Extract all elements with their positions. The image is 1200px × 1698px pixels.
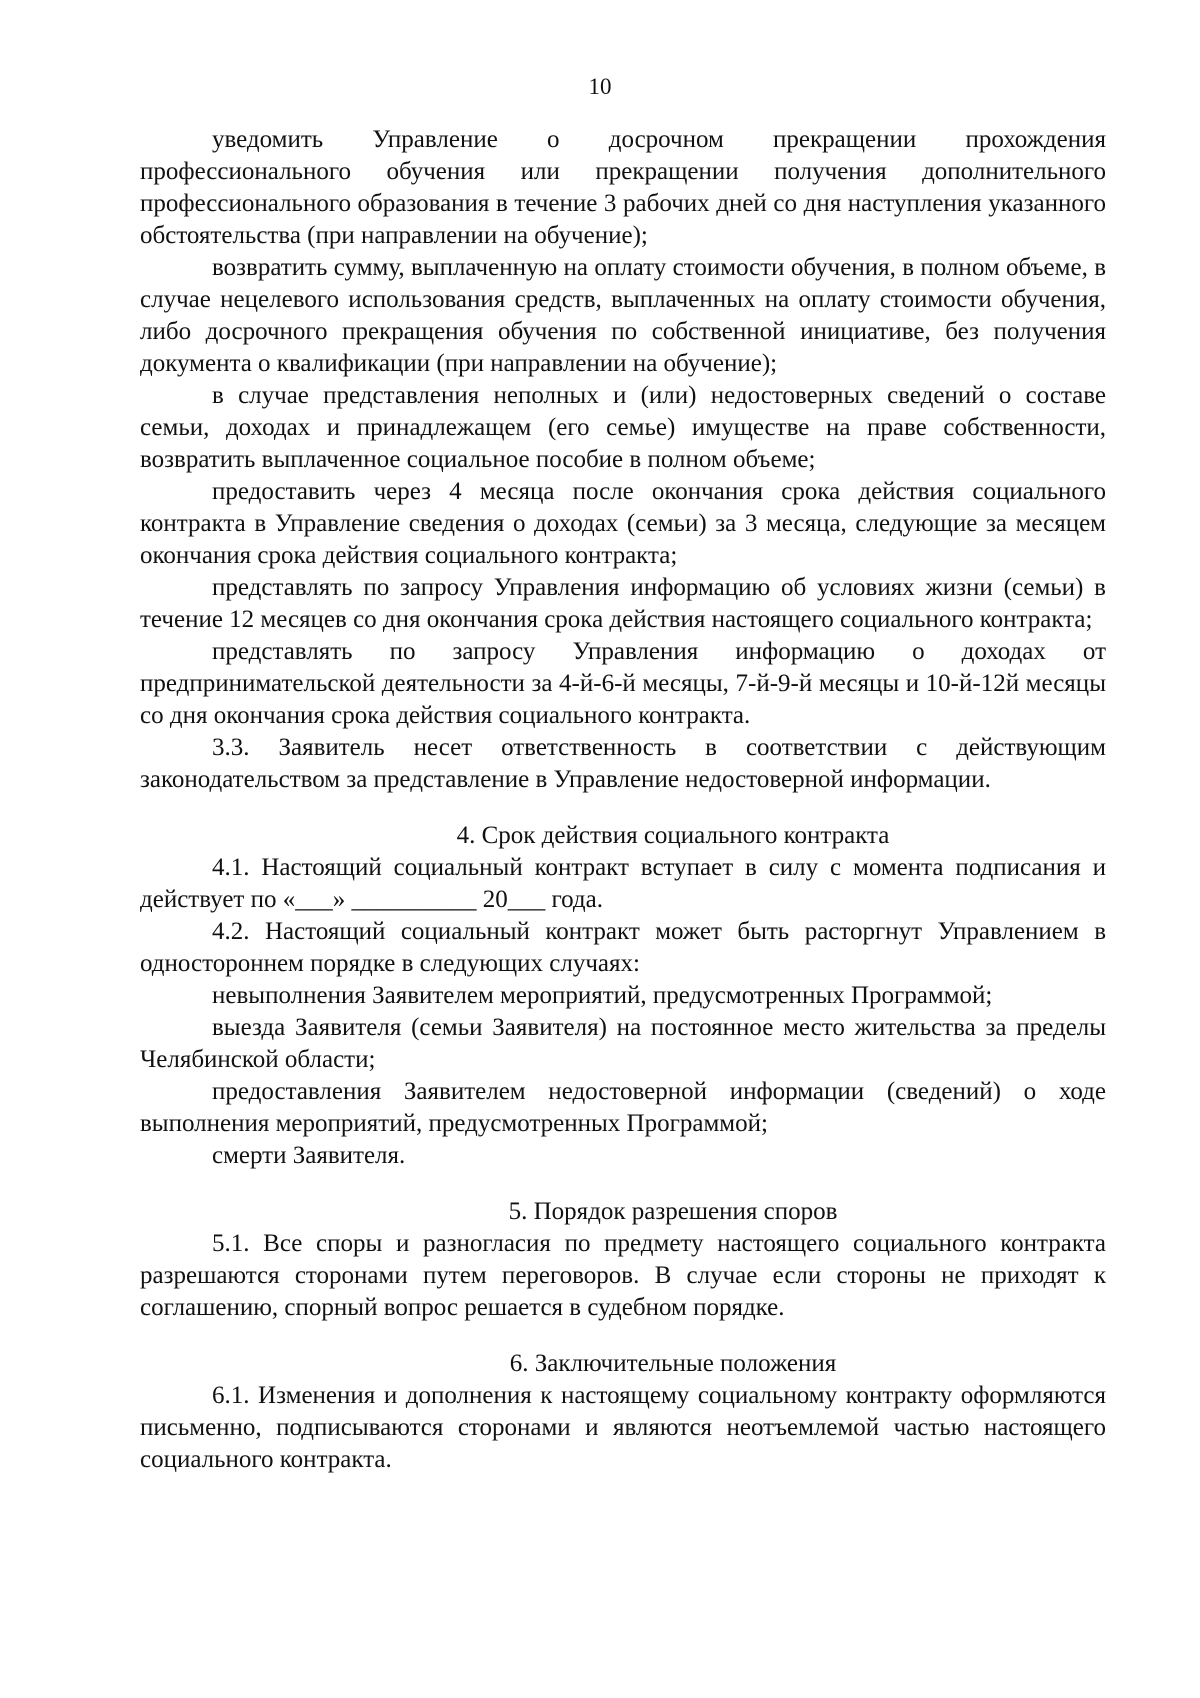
paragraph-refund-tuition: возвратить сумму, выплаченную на оплату стоимости обучения, в полном объеме, в случае нецелевого использования средств, выплаченных на оплату стоимости обучения, либо досрочного прекращения обучения по собственной инициативе, без получения документа о квалификации (при направлении на обучение); xyxy=(140,254,1106,377)
document-body xyxy=(140,124,1106,1476)
paragraph-5-1: 5.1. Все споры и разногласия по предмету настоящего социального контракта разрешаются сторонами путем переговоров. В случае если стороны не приходят к соглашению, спорный вопрос решается в судебном порядке. xyxy=(140,1230,1106,1321)
paragraph-6-1: 6.1. Изменения и дополнения к настоящему социальному контракту оформляются письменно, подписываются сторонами и являются неотъемлемой частью настоящего социального контракта. xyxy=(140,1382,1106,1473)
paragraph-living-conditions: представлять по запросу Управления информацию об условиях жизни (семьи) в течение 12 месяцев со дня окончания срока действия настоящего социального контракта; xyxy=(140,574,1106,633)
paragraph-income-report: предоставить через 4 месяца после окончания срока действия социального контракта в Управление сведения о доходах (семьи) за 3 месяца, следующие за месяцем окончания срока действия социального контракта; xyxy=(140,478,1106,569)
paragraph-3-3: 3.3. Заявитель несет ответственность в соответствии с действующим законодательством за представление в Управление недостоверной информации. xyxy=(140,734,1106,793)
paragraph-notify: уведомить Управление о досрочном прекращении прохождения профессионального обучения или прекращении получения дополнительного профессионального образования в течение 3 рабочих дней со дня наступления указанного обстоятельства (при направлении на обучение); xyxy=(140,126,1106,249)
paragraph-4-1: 4.1. Настоящий социальный контракт вступает в силу с момента подписания и действует по «___» __________ 20___ года. xyxy=(140,854,1106,913)
section-4-title: 4. Срок действия социального контракта xyxy=(456,822,890,849)
paragraph-business-income: представлять по запросу Управления информацию о доходах от предпринимательской деятельности за 4-й-6-й месяцы, 7-й-9-й месяцы и 10-й-12й месяцы со дня окончания срока действия социального контракта. xyxy=(140,638,1106,729)
paragraph-refund-benefit: в случае представления неполных и (или) недостоверных сведений о составе семьи, доходах и принадлежащем (его семье) имуществе на праве собственности, возвратить выплаченное социальное пособие в полном объеме; xyxy=(140,382,1106,473)
list-item: невыполнения Заявителем мероприятий, предусмотренных Программой; xyxy=(212,982,993,1009)
list-item: выезда Заявителя (семьи Заявителя) на постоянное место жительства за пределы Челябинской области; xyxy=(140,1014,1106,1073)
page-number: 10 xyxy=(588,74,612,99)
section-5-title: 5. Порядок разрешения споров xyxy=(508,1198,838,1225)
list-item: предоставления Заявителем недостоверной информации (сведений) о ходе выполнения мероприятий, предусмотренных Программой; xyxy=(140,1078,1106,1137)
paragraph-4-2: 4.2. Настоящий социальный контракт может быть расторгнут Управлением в одностороннем порядке в следующих случаях: xyxy=(140,918,1106,977)
section-6-title: 6. Заключительные положения xyxy=(509,1350,837,1377)
list-item: смерти Заявителя. xyxy=(212,1142,406,1169)
